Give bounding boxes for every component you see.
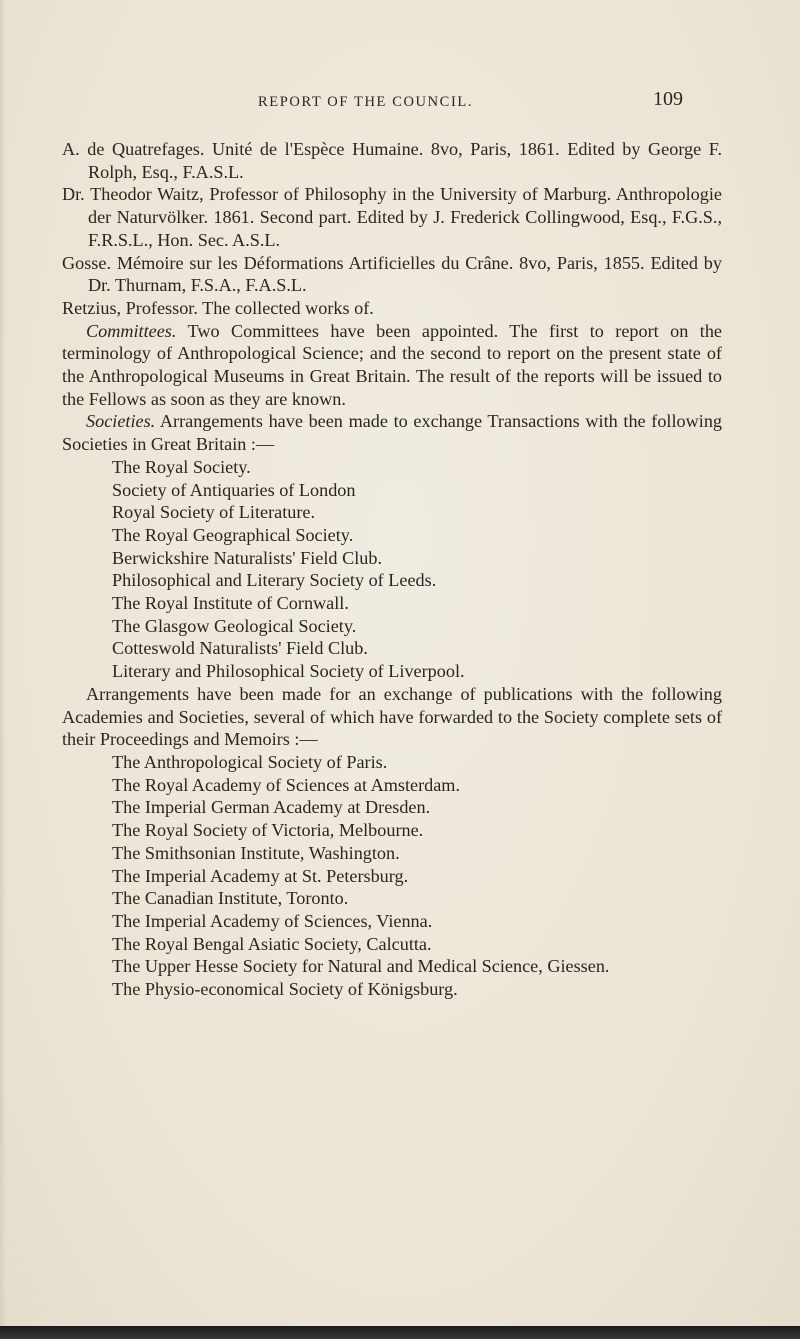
list-item: Philosophical and Literary Society of Leeds. — [112, 570, 437, 591]
list-item: The Royal Academy of Sciences at Amsterdam. — [112, 774, 460, 795]
societies-list — [62, 456, 722, 683]
committees-heading: Committees. — [86, 320, 177, 341]
list-item: The Royal Institute of Cornwall. — [112, 593, 349, 614]
list-item: The Smithsonian Institute, Washington. — [112, 842, 400, 863]
list-item: The Imperial German Academy at Dresden. — [112, 797, 431, 818]
list-item: Berwickshire Naturalists' Field Club. — [112, 547, 382, 568]
bottom-scan-edge — [0, 1326, 800, 1339]
list-item: The Imperial Academy of Sciences, Vienna. — [112, 910, 433, 931]
societies-heading: Societies. — [86, 411, 156, 432]
page-edge-shadow — [0, 0, 6, 1339]
bibliography-entry: A. de Quatrefages. Unité de l'Espèce Humaine. 8vo, Paris, 1861. Edited by George F. Rolph, Esq., F.A.S.L. — [62, 139, 722, 182]
page-header — [0, 88, 800, 118]
list-item: The Glasgow Geological Society. — [112, 615, 357, 636]
list-item: The Upper Hesse Society for Natural and Medical Science, Giessen. — [112, 956, 610, 977]
list-item: The Canadian Institute, Toronto. — [112, 888, 349, 909]
list-item: The Physio-economical Society of Königsburg. — [112, 979, 458, 1000]
societies-text: Arrangements have been made to exchange Transactions with the following Societies in Great Britain :— — [62, 411, 723, 455]
committees-paragraph — [62, 320, 722, 411]
running-head: REPORT OF THE COUNCIL. — [258, 94, 474, 110]
list-item: The Royal Geographical Society. — [112, 524, 354, 545]
list-item: The Royal Society of Victoria, Melbourne. — [112, 820, 424, 841]
list-item: The Anthropological Society of Paris. — [112, 751, 388, 772]
bibliography-entry: Gosse. Mémoire sur les Déformations Artificielles du Crâne. 8vo, Paris, 1855. Edited by Dr. Thurnam, F.S.A., F.A.S.L. — [62, 252, 722, 296]
page-body — [62, 138, 722, 1001]
academies-list — [62, 751, 722, 1001]
societies-paragraph — [62, 410, 722, 455]
bibliography-entry: Retzius, Professor. The collected works of. — [62, 297, 374, 318]
list-item: Cotteswold Naturalists' Field Club. — [112, 638, 368, 659]
page-number: 109 — [653, 88, 683, 110]
academies-paragraph: Arrangements have been made for an exchange of publications with the following Academies and Societies, several of which have forwarded to the Society complete sets of their Proceedings and Memoirs :— — [62, 683, 722, 750]
list-item: The Imperial Academy at St. Petersburg. — [112, 865, 409, 886]
list-item: Royal Society of Literature. — [112, 502, 316, 523]
list-item: Literary and Philosophical Society of Liverpool. — [112, 661, 465, 682]
committees-text: Two Committees have been appointed. The first to report on the terminology of Anthropological Science; and the second to report on the present state of the Anthropological Museums in Great Britain. The result of the reports will be issued to the Fellows as soon as they are known. — [62, 320, 723, 409]
list-item: Society of Antiquaries of London — [112, 479, 356, 500]
list-item: The Royal Society. — [112, 456, 251, 477]
list-item: The Royal Bengal Asiatic Society, Calcutta. — [112, 933, 432, 954]
bibliography-entry: Dr. Theodor Waitz, Professor of Philosophy in the University of Marburg. Anthropologie der Naturvölker. 1861. Second part. Edited by J. Frederick Collingwood, Esq., F.G.S., F.R.S.L., Hon. Sec. A.S.L. — [62, 184, 722, 250]
